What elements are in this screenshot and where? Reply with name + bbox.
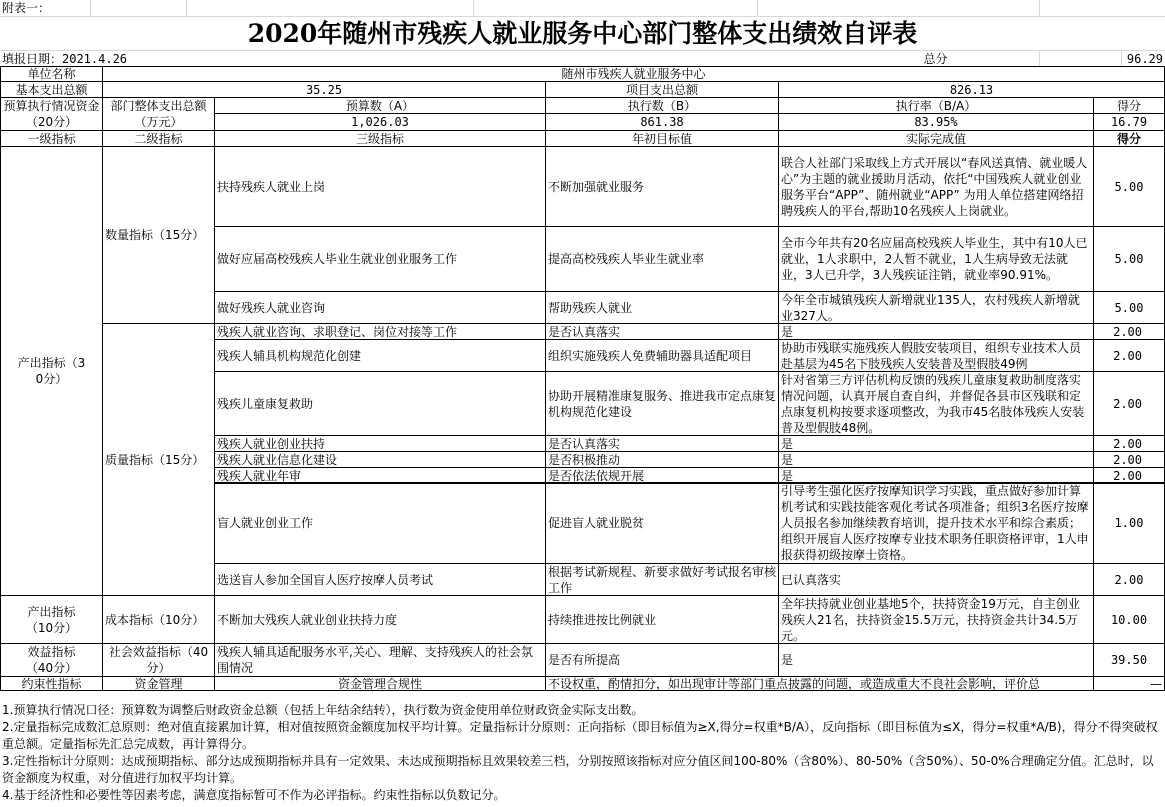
row-actual: 是 xyxy=(778,435,1094,452)
row-score: 10.00 xyxy=(1093,595,1165,644)
level2-quality: 质量指标（15分） xyxy=(102,323,215,596)
row-indicator: 残疾人就业年审 xyxy=(214,467,546,484)
col-header-level1: 一级指标 xyxy=(0,130,103,147)
row-target: 组织实施残疾人免费辅助器具适配项目 xyxy=(545,339,779,372)
row-actual: 全市今年共有20名应届高校残疾人毕业生，其中有10人已就业，1人求职中，2人暂不就业，1人生病导致无法就业，3人已升学，3人残疾证注销，就业率90.91%。 xyxy=(778,226,1094,292)
row-score: 5.00 xyxy=(1093,146,1165,227)
level1-output-30: 产出指标（30分） xyxy=(0,146,103,596)
row-actual: 是 xyxy=(778,467,1094,484)
row-indicator: 残疾人辅具机构规范化创建 xyxy=(214,339,546,372)
row-target: 不设权重，酌情扣分，如出现审计等部门重点披露的问题，或造成重大不良社会影响，评价总 xyxy=(545,676,1094,691)
row-indicator: 资金管理合规性 xyxy=(214,676,546,691)
note-2: 2.定量指标完成数汇总原则：绝对值直接累加计算，相对值按照资金额度加权平均计算。定量指标计分原则：正向指标（即目标值为≥X,得分=权重*B/A），反向指标（即目标值为≤X，得分=权重*A/B)，得分不得突破权重总额。定量指标先汇总完成数，再计算得分。 xyxy=(2,720,1158,751)
col-header-actual: 实际完成值 xyxy=(778,130,1094,147)
col-header-target: 年初目标值 xyxy=(545,130,779,147)
unit-name-label: 单位名称 xyxy=(0,66,103,82)
budget-exec-label: 预算执行情况资金（20分） xyxy=(0,97,103,131)
row-indicator: 残疾儿童康复救助 xyxy=(214,371,546,436)
level2-quantity: 数量指标（15分） xyxy=(102,146,215,324)
row-target: 提高高校残疾人毕业生就业率 xyxy=(545,226,779,292)
row-indicator: 做好残疾人就业咨询 xyxy=(214,291,546,324)
row-target: 不断加强就业服务 xyxy=(545,146,779,227)
row-target: 协助开展精准康复服务、推进我市定点康复机构规范化建设 xyxy=(545,371,779,436)
col-header-level2: 二级指标 xyxy=(102,130,215,147)
budget-a-value: 1,026.03 xyxy=(214,113,546,131)
row-indicator: 不断加大残疾人就业创业扶持力度 xyxy=(214,595,546,644)
budget-a-label: 预算数（A） xyxy=(214,97,546,114)
row-target: 是否认真落实 xyxy=(545,323,779,340)
row-target: 是否有所提高 xyxy=(545,643,779,677)
row-score: — xyxy=(1093,676,1165,691)
gridline xyxy=(757,0,758,16)
row-indicator: 残疾人就业信息化建设 xyxy=(214,451,546,468)
gridline xyxy=(186,0,187,16)
note-4: 4.基于经济性和必要性等因素考虑，满意度指标暂可不作为必评指标。约束性指标以负数记分。 xyxy=(2,788,506,802)
row-indicator: 选送盲人参加全国盲人医疗按摩人员考试 xyxy=(214,563,546,596)
row-score: 2.00 xyxy=(1093,467,1165,484)
exec-b-value: 861.38 xyxy=(545,113,779,131)
total-score-label: 总分 xyxy=(923,51,948,66)
row-actual: 是 xyxy=(778,323,1094,340)
note-1: 1.预算执行情况口径：预算数为调整后财政资金总额（包括上年结余结转），执行数为资金使用单位财政资金实际支出数。 xyxy=(2,703,644,717)
row-actual: 针对省第三方评估机构反馈的残疾儿童康复救助制度落实情况问题，认真开展自查自纠，并督促各县市区残联和定点康复机构按要求逐项整改，为我市45名肢体残疾人安装普及型假肢48例。 xyxy=(778,371,1094,436)
row-indicator: 盲人就业创业工作 xyxy=(214,482,546,564)
row-target: 是否积极推动 xyxy=(545,451,779,468)
row-target: 根据考试新规程、新要求做好考试报名审核工作 xyxy=(545,563,779,596)
row-actual: 今年全市城镇残疾人新增就业135人，农村残疾人新增就业327人。 xyxy=(778,291,1094,324)
level2-social-benefit: 社会效益指标（40分） xyxy=(102,643,215,677)
row-score: 2.00 xyxy=(1093,339,1165,372)
row-actual: 联合人社部门采取线上方式开展以“春风送真情、就业暖人心”为主题的就业援助月活动，依托“中国残疾人就业创业服务平台“APP”、随州就业“APP” 为用人单位搭建网络招聘残疾人的平台,帮助10名残疾人上岗就业。 xyxy=(778,146,1094,227)
row-score: 1.00 xyxy=(1093,482,1165,564)
row-score: 2.00 xyxy=(1093,563,1165,596)
gridline xyxy=(473,0,474,16)
row-indicator: 扶持残疾人就业上岗 xyxy=(214,146,546,227)
total-score-value: 96.29 xyxy=(1126,51,1163,66)
row-score: 39.50 xyxy=(1093,643,1165,677)
unit-name-value: 随州市残疾人就业服务中心 xyxy=(102,66,1165,82)
row-target: 是否依法依规开展 xyxy=(545,467,779,484)
row-indicator: 残疾人辅具适配服务水平,关心、理解、支持残疾人的社会氛围情况 xyxy=(214,643,546,677)
page-title: 2020年随州市残疾人就业服务中心部门整体支出绩效自评表 xyxy=(247,18,918,48)
row-target: 是否认真落实 xyxy=(545,435,779,452)
row-score: 2.00 xyxy=(1093,451,1165,468)
level2-cost: 成本指标（10分） xyxy=(102,595,215,644)
level2-fund-mgmt: 资金管理 xyxy=(102,676,215,691)
dept-total-label: 部门整体支出总额（万元） xyxy=(102,97,215,131)
row-actual: 是 xyxy=(778,451,1094,468)
score-label: 得分 xyxy=(1093,97,1165,114)
col-header-level3: 三级指标 xyxy=(214,130,546,147)
fill-date: 填报日期：2021.4.26 xyxy=(2,51,128,66)
row-actual: 已认真落实 xyxy=(778,563,1094,596)
row-indicator: 做好应届高校残疾人毕业生就业创业服务工作 xyxy=(214,226,546,292)
row-actual: 引导考生强化医疗按摩知识学习实践，重点做好参加计算机考试和实践技能客观化考试各项准备；组织3名医疗按摩人员报名参加继续教育培训，提升技术水平和综合素质；组织开展盲人医疗按摩专业技术职务任职资格评审，1人申报获得初级按摩士资格。 xyxy=(778,482,1094,564)
exec-b-label: 执行数（B） xyxy=(545,97,779,114)
level1-output-10: 产出指标（10分） xyxy=(0,595,103,644)
exec-rate-label: 执行率（B/A） xyxy=(778,97,1094,114)
row-actual: 协助市残联实施残疾人假肢安装项目，组织专业技术人员赴基层为45名下肢残疾人安装普及型假肢49例 xyxy=(778,339,1094,372)
score-value: 16.79 xyxy=(1093,113,1165,131)
level1-constraint: 约束性指标 xyxy=(0,676,103,691)
row-target: 促进盲人就业脱贫 xyxy=(545,482,779,564)
basic-expense-value: 35.25 xyxy=(102,81,546,98)
row-indicator: 残疾人就业咨询、求职登记、岗位对接等工作 xyxy=(214,323,546,340)
row-actual: 全年扶持就业创业基地5个，扶持资金19万元，自主创业残疾人21名，扶持资金15.5万元，扶持资金共计34.5万元。 xyxy=(778,595,1094,644)
col-header-score: 得分 xyxy=(1093,130,1165,147)
project-expense-label: 项目支出总额 xyxy=(545,81,779,98)
row-indicator: 残疾人就业创业扶持 xyxy=(214,435,546,452)
row-score: 2.00 xyxy=(1093,371,1165,436)
row-score: 5.00 xyxy=(1093,226,1165,292)
row-target: 持续推进按比例就业 xyxy=(545,595,779,644)
appendix-label: 附表一： xyxy=(2,1,51,15)
note-3: 3.定性指标计分原则：达成预期指标、部分达成预期指标并具有一定效果、未达成预期指标且效果较差三档，分别按照该指标对应分值区间100-80%（含80%）、80-50%（含50%）、50-0%合理确定分值。汇总时，以资金额度为权重，对分值进行加权平均计算。 xyxy=(2,754,1154,785)
row-target: 帮助残疾人就业 xyxy=(545,291,779,324)
gridline xyxy=(1039,0,1040,16)
row-actual: 是 xyxy=(778,643,1094,677)
gridline xyxy=(90,0,91,16)
level1-benefit: 效益指标（40分） xyxy=(0,643,103,677)
exec-rate-value: 83.95% xyxy=(778,113,1094,131)
project-expense-value: 826.13 xyxy=(778,81,1165,98)
notes-section xyxy=(2,702,1162,804)
row-score: 2.00 xyxy=(1093,435,1165,452)
basic-expense-label: 基本支出总额 xyxy=(0,81,103,98)
row-score: 2.00 xyxy=(1093,323,1165,340)
row-score: 5.00 xyxy=(1093,291,1165,324)
